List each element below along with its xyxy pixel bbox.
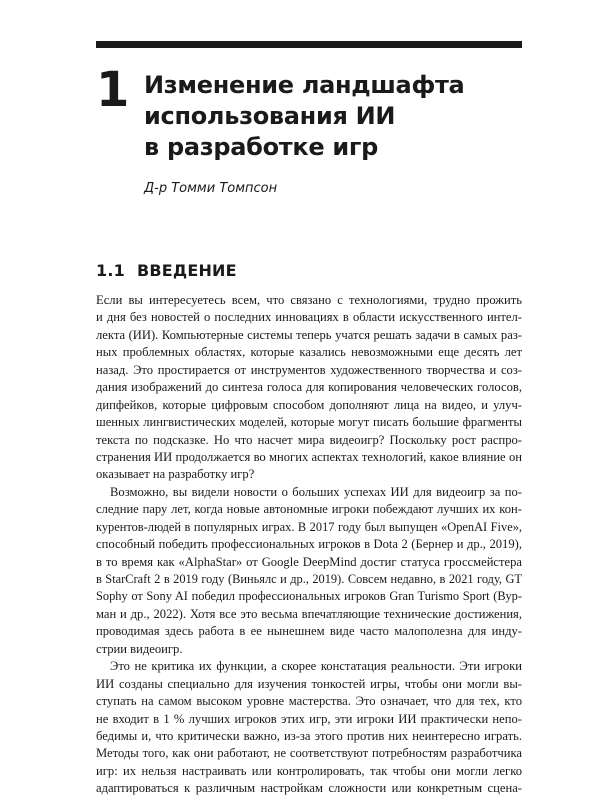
- paragraph-line: лекта (ИИ). Компьютерные системы теперь учатся решать задачи в самых раз-: [96, 327, 522, 342]
- chapter-top-rule: [96, 41, 522, 48]
- chapter-author: Д-р Томми Томпсон: [144, 181, 278, 196]
- paragraph-line: ман и др., 2022). Хотя все это весьма впечатляющие технические достижения,: [96, 606, 522, 621]
- section-title: ВВЕДЕНИЕ: [136, 261, 237, 280]
- paragraph-line: следние пару лет, когда новые автономные игроки побеждают лучших их кон-: [96, 502, 522, 517]
- chapter-title-line: использования ИИ: [144, 102, 396, 130]
- paragraph-line: способный победить профессиональных игроков в Dota 2 (Бернер и др., 2019),: [96, 537, 522, 552]
- paragraph-line: Sophy от Sony AI победил профессиональных игроков Gran Turismo Sport (Вур-: [96, 589, 522, 604]
- chapter-number: 1: [96, 62, 130, 118]
- paragraph-line: в StarCraft 2 в 2019 году (Виньялс и др., 2019). Совсем недавно, в 2021 году, GT: [96, 572, 522, 586]
- paragraph-line: ИИ созданы специально для изучения тонкостей игры, чтобы они могли вы-: [96, 676, 522, 691]
- chapter-title-line: в разработке игр: [144, 133, 379, 161]
- paragraph-line: адаптироваться к различным настройкам сложности или конкретным сцена-: [96, 781, 522, 796]
- section-number: 1.1: [96, 261, 125, 280]
- paragraph-line: Это не критика их функции, а скорее констатация реальности. Эти игроки: [110, 659, 522, 674]
- paragraph-line: бедимы и, что критически важно, из-за этого против них неинтересно играть.: [96, 728, 522, 743]
- paragraph-line: ных проблемных областях, которые казались невозможными еще десять лет: [96, 345, 522, 360]
- paragraph-line: и дня без новостей о последних инновациях в области искусственного интел-: [96, 310, 522, 325]
- paragraph-line: курентов-людей в популярных играх. В 2017 году был выпущен «OpenAI Five»,: [96, 519, 522, 534]
- paragraph-line: назад. Это простирается от инструментов художественного творчества и соз-: [96, 362, 522, 377]
- paragraph-line: текста по подсказке. Но что насчет мира видеоигр? Поскольку рост распро-: [96, 432, 522, 447]
- paragraph-line: не входит в 1 % лучших игроков этих игр, эти игроки ИИ практически непо-: [96, 711, 522, 726]
- paragraph-line: игр: их нельзя настраивать или контролировать, так чтобы они могли легко: [96, 763, 522, 778]
- paragraph-line: в то время как «AlphaStar» от Google DeepMind достиг статуса гроссмейстера: [96, 554, 522, 569]
- chapter-title: [144, 70, 524, 163]
- paragraph-line: оказывает на разработку игр?: [96, 467, 255, 482]
- paragraph-line: стрии видеоигр.: [96, 641, 183, 656]
- section-heading: [96, 261, 237, 280]
- chapter-title-line: Изменение ландшафта: [144, 71, 465, 99]
- paragraph-line: дипфейков, которые цифровым способом дополняют лица на видео, и улуч-: [96, 397, 522, 412]
- paragraph-line: Если вы интересуетесь всем, что связано с технологиями, трудно прожить: [96, 293, 522, 307]
- body-text: [96, 292, 522, 798]
- paragraph-line: ступать на самом высоком уровне мастерства. Это означает, что для тех, кто: [96, 694, 522, 709]
- paragraph-line: Возможно, вы видели новости о больших успехах ИИ для видеоигр за по-: [110, 484, 522, 499]
- paragraph-line: дания изображений до синтеза голоса для копирования человеческих голосов,: [96, 380, 522, 395]
- paragraph-line: проводимая здесь работа в ее нынешнем виде часто малополезна для инду-: [96, 624, 522, 639]
- paragraph-line: шенных лингвистических моделей, которые могут писать большие фрагменты: [96, 415, 522, 430]
- paragraph-line: странения ИИ продолжается во многих аспектах технологий, какое влияние он: [96, 449, 522, 464]
- paragraph-line: Методы того, как они работают, не соответствуют потребностям разработчика: [96, 746, 522, 761]
